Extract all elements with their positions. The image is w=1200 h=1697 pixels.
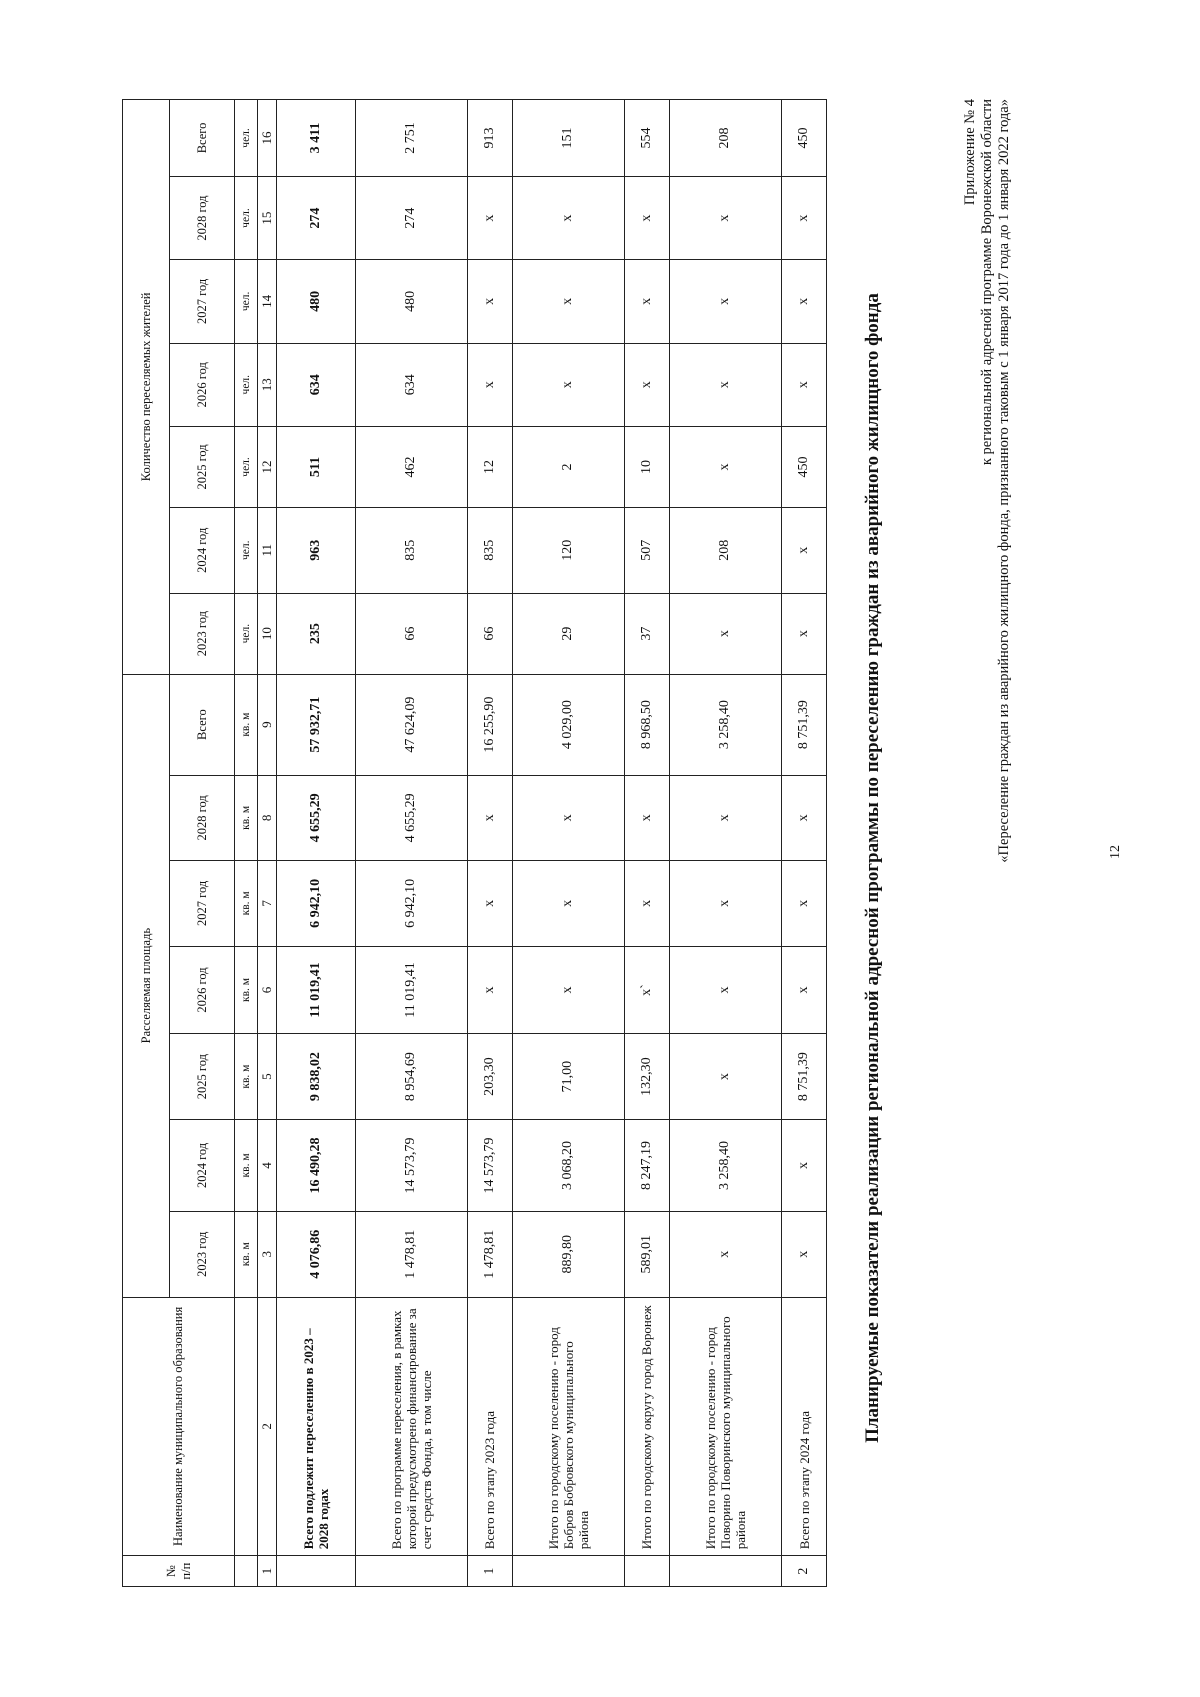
people-value-cell: 511 — [277, 426, 356, 507]
people-value-cell: 208 — [669, 100, 781, 177]
people-value-cell: х — [782, 593, 827, 674]
people-value-cell: 120 — [512, 508, 624, 594]
unit-cell — [235, 1556, 258, 1587]
appendix-line-2: к региональной адресной программе Воронежской области — [979, 99, 995, 466]
unit-area-cell: кв. м — [235, 775, 258, 861]
area-year-header: 2028 год — [170, 775, 235, 861]
area-value-cell: 11 019,41 — [277, 946, 356, 1034]
people-value-cell: х — [782, 176, 827, 259]
area-value-cell: 589,01 — [624, 1211, 669, 1297]
people-value-cell: х — [782, 343, 827, 426]
appendix-line-3: «Переселение граждан из аварийного жилищного фонда, признанного таковым с 1 января 2017 года до 1 января 2022 года» — [996, 99, 1012, 863]
area-value-cell: х — [624, 861, 669, 947]
people-value-cell: 274 — [277, 176, 356, 259]
area-value-cell: 8 247,19 — [624, 1119, 669, 1211]
area-value-cell: 3 068,20 — [512, 1119, 624, 1211]
area-value-cell: 1 478,81 — [355, 1211, 467, 1297]
people-value-cell: х — [669, 260, 781, 343]
column-number-row — [258, 100, 277, 1587]
people-value-cell: х — [467, 343, 512, 426]
area-value-cell: х — [669, 946, 781, 1034]
area-value-cell: 6 942,10 — [355, 861, 467, 947]
column-number-cell: 6 — [258, 946, 277, 1034]
area-value-cell: 8 954,69 — [355, 1034, 467, 1120]
people-year-header: 2024 год — [170, 508, 235, 594]
people-value-cell: 66 — [355, 593, 467, 674]
people-value-cell: х — [512, 343, 624, 426]
row-number-cell — [512, 1556, 624, 1587]
area-value-cell: 47 624,09 — [355, 674, 467, 775]
column-number-cell: 14 — [258, 260, 277, 343]
unit-area-cell: кв. м — [235, 1119, 258, 1211]
table-row — [355, 100, 467, 1587]
area-value-cell: 3 258,40 — [669, 1119, 781, 1211]
document-title: Планируемые показатели реализации региональной адресной программы по переселению граждан из аварийного жилищного фонда — [862, 293, 883, 1443]
row-number-cell: 2 — [782, 1556, 827, 1587]
unit-area-cell: кв. м — [235, 1211, 258, 1297]
unit-people-cell: чел. — [235, 343, 258, 426]
area-value-cell: 14 573,79 — [467, 1119, 512, 1211]
area-value-cell: х — [467, 946, 512, 1034]
row-number-cell — [355, 1556, 467, 1587]
table-row — [467, 100, 512, 1587]
column-number-cell: 2 — [258, 1297, 277, 1556]
area-value-cell: 8 751,39 — [782, 1034, 827, 1120]
people-value-cell: 480 — [355, 260, 467, 343]
appendix-line-1: Приложение № 4 — [962, 99, 978, 206]
people-value-cell: 634 — [355, 343, 467, 426]
area-value-cell: х — [669, 1034, 781, 1120]
people-value-cell: х — [669, 426, 781, 507]
unit-row — [235, 100, 258, 1587]
row-number-cell — [277, 1556, 356, 1587]
area-value-cell: х — [782, 775, 827, 861]
unit-people-cell: чел. — [235, 100, 258, 177]
unit-area-cell: кв. м — [235, 861, 258, 947]
row-name-cell: Всего по программе переселения, в рамках которой предусмотрено финансирование за счет средств Фонда, в том числе — [355, 1297, 467, 1556]
area-value-cell: 4 029,00 — [512, 674, 624, 775]
col-name-header: Наименование муниципального образования — [123, 1297, 235, 1556]
column-number-cell: 15 — [258, 176, 277, 259]
appendix-header — [962, 99, 1013, 1157]
area-value-cell: 16 255,90 — [467, 674, 512, 775]
row-name-cell: Итого по городскому поселению - город Поворино Поворинского муниципального района — [669, 1297, 781, 1556]
people-value-cell: 835 — [355, 508, 467, 594]
people-value-cell: 913 — [467, 100, 512, 177]
people-year-header: 2026 год — [170, 343, 235, 426]
table-row — [669, 100, 781, 1587]
page-number: 12 — [1108, 845, 1123, 859]
people-value-cell: 274 — [355, 176, 467, 259]
row-name-cell: Всего по этапу 2024 года — [782, 1297, 827, 1556]
people-value-cell: 12 — [467, 426, 512, 507]
column-number-cell: 11 — [258, 508, 277, 594]
people-value-cell: 3 411 — [277, 100, 356, 177]
area-value-cell: х — [782, 1119, 827, 1211]
people-value-cell: 37 — [624, 593, 669, 674]
people-value-cell: 507 — [624, 508, 669, 594]
area-group-header: Расселяемая площадь — [123, 674, 170, 1297]
people-value-cell: 462 — [355, 426, 467, 507]
table-row — [512, 100, 624, 1587]
area-value-cell: 132,30 — [624, 1034, 669, 1120]
people-value-cell: 66 — [467, 593, 512, 674]
area-value-cell: х — [512, 861, 624, 947]
area-value-cell: х — [669, 775, 781, 861]
column-number-cell: 13 — [258, 343, 277, 426]
area-value-cell: х` — [624, 946, 669, 1034]
area-value-cell: 889,80 — [512, 1211, 624, 1297]
area-year-header: 2026 год — [170, 946, 235, 1034]
people-value-cell: х — [512, 260, 624, 343]
unit-area-cell: кв. м — [235, 1034, 258, 1120]
people-value-cell: 835 — [467, 508, 512, 594]
area-value-cell: 16 490,28 — [277, 1119, 356, 1211]
people-value-cell: х — [669, 343, 781, 426]
area-year-header: 2025 год — [170, 1034, 235, 1120]
people-value-cell: х — [467, 176, 512, 259]
people-value-cell: х — [782, 260, 827, 343]
area-value-cell: 9 838,02 — [277, 1034, 356, 1120]
column-number-cell: 4 — [258, 1119, 277, 1211]
unit-people-cell: чел. — [235, 260, 258, 343]
area-year-header: 2024 год — [170, 1119, 235, 1211]
unit-people-cell: чел. — [235, 426, 258, 507]
unit-cell — [235, 1297, 258, 1556]
people-value-cell: 10 — [624, 426, 669, 507]
people-value-cell: 450 — [782, 426, 827, 507]
table-row — [624, 100, 669, 1587]
people-year-header: 2025 год — [170, 426, 235, 507]
people-value-cell: х — [467, 260, 512, 343]
area-value-cell: х — [512, 775, 624, 861]
area-value-cell: 11 019,41 — [355, 946, 467, 1034]
people-value-cell: х — [782, 508, 827, 594]
area-value-cell: х — [782, 946, 827, 1034]
column-number-cell: 16 — [258, 100, 277, 177]
col-no-header: № п/п — [123, 1556, 235, 1587]
table-row — [782, 100, 827, 1587]
people-value-cell: х — [624, 176, 669, 259]
area-value-cell: х — [669, 861, 781, 947]
row-name-cell: Итого по городскому округу город Воронеж — [624, 1297, 669, 1556]
people-year-header: Всего — [170, 100, 235, 177]
row-number-cell — [624, 1556, 669, 1587]
unit-area-cell: кв. м — [235, 946, 258, 1034]
area-year-header: 2027 год — [170, 861, 235, 947]
people-value-cell: 208 — [669, 508, 781, 594]
people-value-cell: х — [669, 593, 781, 674]
area-value-cell: 14 573,79 — [355, 1119, 467, 1211]
row-number-cell — [669, 1556, 781, 1587]
row-name-cell: Итого по городскому поселению - город Бобров Бобровского муниципального района — [512, 1297, 624, 1556]
unit-people-cell: чел. — [235, 593, 258, 674]
area-value-cell: 8 751,39 — [782, 674, 827, 775]
area-value-cell: 71,00 — [512, 1034, 624, 1120]
people-value-cell: 29 — [512, 593, 624, 674]
people-value-cell: х — [624, 260, 669, 343]
table-row — [277, 100, 356, 1587]
people-year-header: 2023 год — [170, 593, 235, 674]
row-name-cell: Всего подлежит переселению в 2023 – 2028 годах — [277, 1297, 356, 1556]
area-value-cell: 1 478,81 — [467, 1211, 512, 1297]
area-value-cell: 6 942,10 — [277, 861, 356, 947]
people-year-header: 2027 год — [170, 260, 235, 343]
column-number-cell: 10 — [258, 593, 277, 674]
column-number-cell: 3 — [258, 1211, 277, 1297]
people-value-cell: 963 — [277, 508, 356, 594]
area-value-cell: 203,30 — [467, 1034, 512, 1120]
column-number-cell: 1 — [258, 1556, 277, 1587]
column-number-cell: 7 — [258, 861, 277, 947]
people-value-cell: 2 — [512, 426, 624, 507]
area-value-cell: 57 932,71 — [277, 674, 356, 775]
area-value-cell: х — [467, 861, 512, 947]
people-value-cell: 151 — [512, 100, 624, 177]
area-year-header: Всего — [170, 674, 235, 775]
area-value-cell: 4 655,29 — [355, 775, 467, 861]
area-year-header: 2023 год — [170, 1211, 235, 1297]
column-number-cell: 8 — [258, 775, 277, 861]
people-value-cell: 2 751 — [355, 100, 467, 177]
people-group-header: Количество переселяемых жителей — [123, 100, 170, 675]
people-value-cell: 480 — [277, 260, 356, 343]
indicators-table — [122, 99, 827, 1587]
people-value-cell: 634 — [277, 343, 356, 426]
people-value-cell: 450 — [782, 100, 827, 177]
area-value-cell: 8 968,50 — [624, 674, 669, 775]
people-value-cell: х — [512, 176, 624, 259]
row-number-cell: 1 — [467, 1556, 512, 1587]
people-value-cell: х — [624, 343, 669, 426]
people-value-cell: 554 — [624, 100, 669, 177]
row-name-cell: Всего по этапу 2023 года — [467, 1297, 512, 1556]
area-value-cell: х — [467, 775, 512, 861]
area-value-cell: 4 076,86 — [277, 1211, 356, 1297]
column-number-cell: 12 — [258, 426, 277, 507]
column-number-cell: 9 — [258, 674, 277, 775]
area-value-cell: 4 655,29 — [277, 775, 356, 861]
area-value-cell: х — [782, 861, 827, 947]
people-year-header: 2028 год — [170, 176, 235, 259]
area-value-cell: 3 258,40 — [669, 674, 781, 775]
people-value-cell: 235 — [277, 593, 356, 674]
unit-people-cell: чел. — [235, 176, 258, 259]
area-value-cell: х — [782, 1211, 827, 1297]
column-number-cell: 5 — [258, 1034, 277, 1120]
area-value-cell: х — [512, 946, 624, 1034]
unit-area-cell: кв. м — [235, 674, 258, 775]
area-value-cell: х — [624, 775, 669, 861]
unit-people-cell: чел. — [235, 508, 258, 594]
people-value-cell: х — [669, 176, 781, 259]
area-value-cell: х — [669, 1211, 781, 1297]
